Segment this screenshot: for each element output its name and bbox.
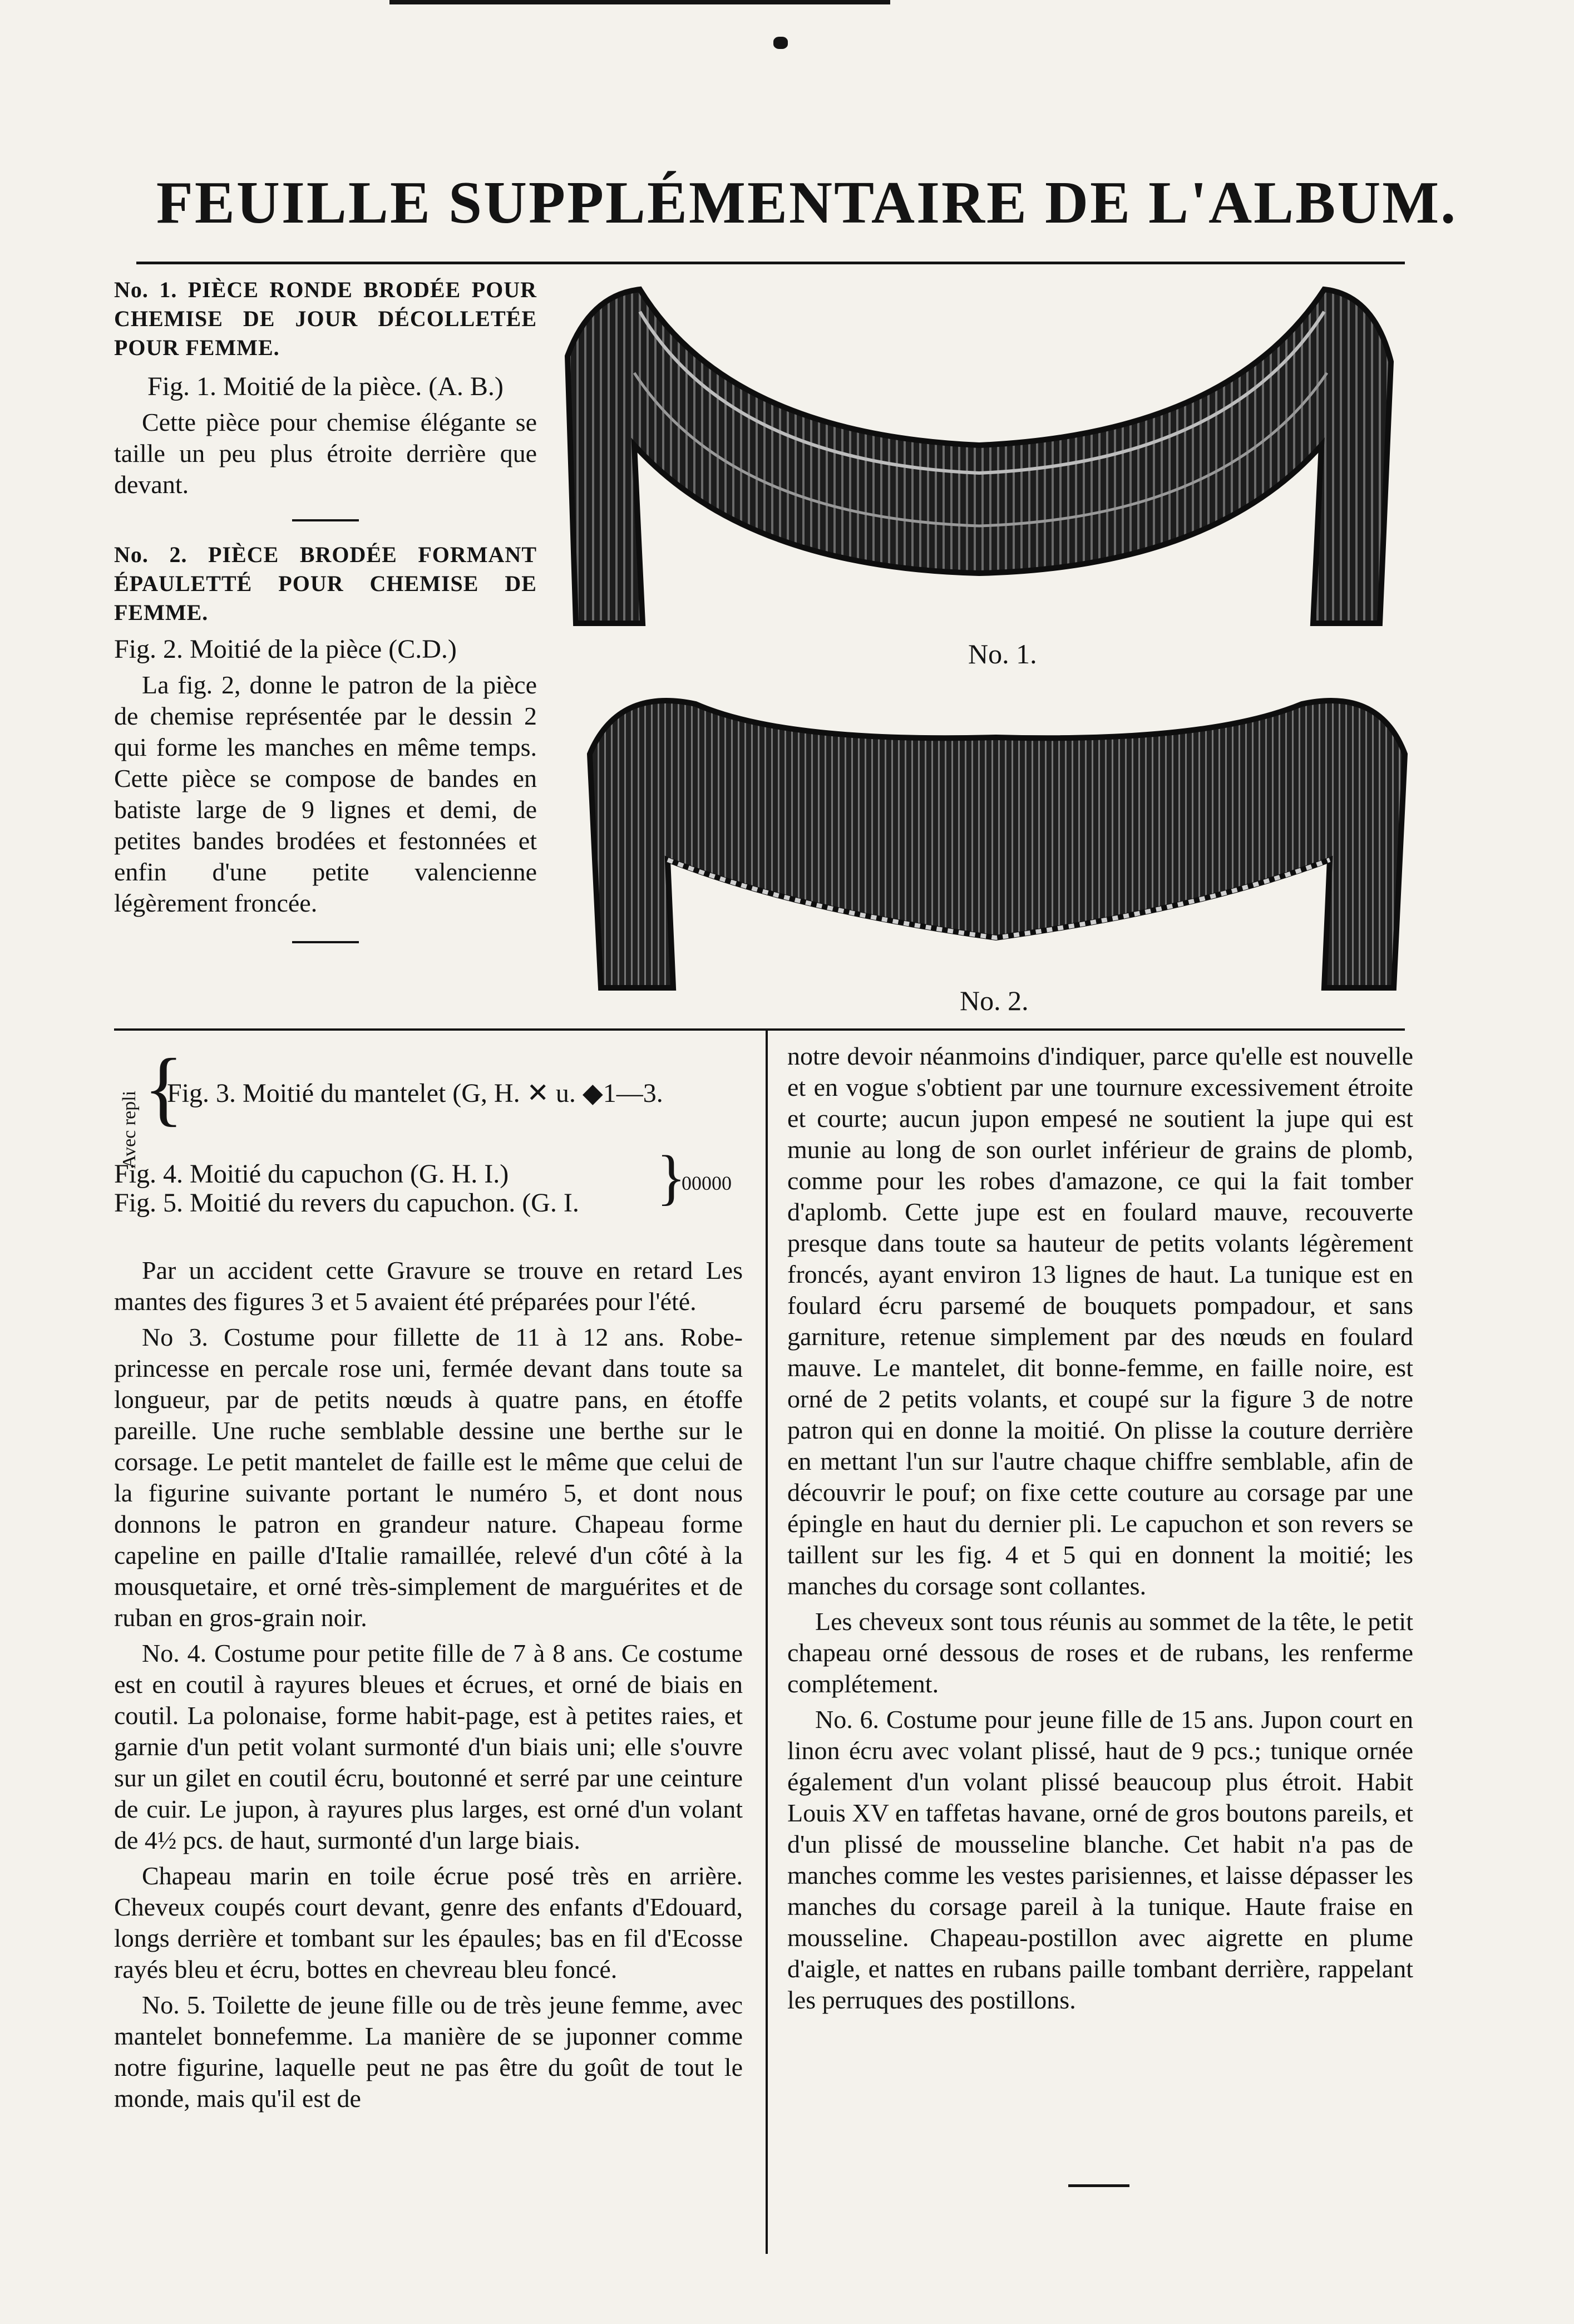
item1-fig: Fig. 1. Moitié de la pièce. (A. B.) [147, 372, 504, 401]
ink-dot [773, 37, 788, 49]
item2-fig: Fig. 2. Moitié de la pièce (C.D.) [114, 634, 457, 664]
top-rule-mark [389, 0, 890, 4]
page-title: FEUILLE SUPPLÉMENTAIRE DE L'ALBUM. [156, 170, 1458, 236]
mark-text: 00000 [682, 1172, 732, 1194]
figure-label-no2: No. 2. [960, 985, 1029, 1016]
column-section-rule [114, 1028, 1405, 1031]
embroidery-illustration-2 [584, 676, 1413, 999]
fig4-text: Fig. 4. Moitié du capuchon (G. H. I.) [114, 1159, 509, 1189]
right-para-1: notre devoir néanmoins d'indiquer, parce qu'elle est nouvelle et en vogue s'obtient par une tournure excessivement étroite et courte; aucun jupon empesé ne soutient la jupe qui est munie au long de son ourlet inférieur de grains de plomb, comme pour les robes d'amazone, ce qui la fait tomber d'aplomb. Cette jupe est en foulard mauve, recouverte presque dans toute sa hauteur de petits volants légèrement froncés, ayant environ 13 lignes de haut. La tunique est en foulard écru parsemé de bouquets pompadour, et sans garniture, retenue simplement par des nœuds en foulard mauve. Le mantelet, dit bonne-femme, en faille noire, est orné de 2 petits volants, et coupé sur la figure 3 de notre patron qui en donne la moitié. On plisse la couture derrière en mettant l'un sur l'autre chaque chiffre semblable, afin de découvrir le pouf; on fixe cette couture au corsage par une épingle en haut du dernier pli. Le capuchon et son revers se taillent sur les fig. 4 et 5 qui en donnent la moitié; les manches du corsage sont collantes. [787, 1042, 1413, 1600]
column-divider [766, 1030, 768, 2254]
item1-heading: No. 1. PIÈCE RONDE BRODÉE POUR CHEMISE DE JOUR DÉCOLLETÉE POUR FEMME. [114, 277, 537, 360]
side-note: Avec repli [119, 1090, 140, 1169]
separator-1 [292, 519, 359, 521]
item1-text: Cette pièce pour chemise élégante se taille un peu plus étroite derrière que devant. [114, 408, 537, 499]
brace-left: { [144, 1042, 184, 1134]
brace-right: } [657, 1143, 686, 1211]
figure-label-no1: No. 1. [968, 638, 1037, 669]
left-column [114, 1255, 743, 2119]
embroidery-illustration-1 [545, 278, 1413, 634]
item2-text: La fig. 2, donne le patron de la pièce de chemise représentée par le dessin 2 qui forme les manches en même temps. Cette pièce se compose de bandes en batiste large de 9 lignes et demi, de petites bandes brodées et festonnées et enfin d'une petite valencienne légèrement froncée. [114, 671, 537, 917]
separator-2 [292, 941, 359, 943]
right-para-2: Les cheveux sont tous réunis au sommet de la tête, le petit chapeau orné dessous de roses et de rubans, les renferme complétement. [787, 1607, 1413, 1698]
title-rule [136, 262, 1405, 264]
end-rule [1068, 2184, 1129, 2187]
left-para-5: No. 5. Toilette de jeune fille ou de très jeune femme, avec mantelet bonnefemme. La manière de se juponner comme notre figurine, laquelle peut ne pas être du goût de tout le monde, mais qu'il est de [114, 1991, 743, 2113]
left-para-3: No. 4. Costume pour petite fille de 7 à 8 ans. Ce costume est en coutil à rayures bleues et écrues, et orné de biais en coutil. La polonaise, forme habit-page, est à petites raies, et garnie d'un petit volant surmonté d'un biais uni; elle s'ouvre sur un gilet en coutil écru, boutonné et serré par une ceinture de cuir. Le jupon, à rayures plus larges, est orné d'un volant de 4½ pcs. de haut, surmonté d'un large biais. [114, 1639, 743, 1854]
left-para-4: Chapeau marin en toile écrue posé très en arrière. Cheveux coupés court devant, genre des enfants d'Edouard, longs derrière et tombant sur les épaules; bas en fil d'Ecosse rayés bleu et écru, bottes en chevreau bleu foncé. [114, 1862, 743, 1983]
right-column [787, 1041, 1413, 2020]
left-para-1: Par un accident cette Gravure se trouve en retard Les mantes des figures 3 et 5 avaient été préparées pour l'été. [114, 1256, 743, 1316]
fig3-text: Fig. 3. Moitié du mantelet (G, H. ✕ u. ◆1—3. [167, 1079, 663, 1108]
right-para-3: No. 6. Costume pour jeune fille de 15 ans. Jupon court en linon écru avec volant plissé, haut de 9 pcs.; tunique ornée également d'un volant plissé beaucoup plus étroit. Habit Louis XV en taffetas havane, orné de gros boutons pareils, et d'un plissé de mousseline blanche. Cet habit n'a pas de manches comme les vestes parisiennes, et laisse dépasser les manches du corsage pareil à la tunique. Haute fraise en mousseline. Chapeau-postillon avec aigrette en plume d'aigle, et nattes en rubans paille tombant derrière, rappelant les perruques des postillons. [787, 1705, 1413, 2014]
item2-heading: No. 2. PIÈCE BRODÉE FORMANT ÉPAULETTÉ POUR CHEMISE DE FEMME. [114, 542, 537, 625]
left-para-2: No 3. Costume pour fillette de 11 à 12 ans. Robe-princesse en percale rose uni, fermée devant dans toute sa longueur, par de petits nœuds à quatre pans, en étoffe pareille. Une ruche semblable dessine une berthe sur le corsage. Le petit mantelet de faille est le même que celui de la figurine suivante portant le numéro 5, et dont nous donnons le patron en grandeur nature. Chapeau forme capeline en paille d'Italie ramaillée, relevé d'un côté à la mousquetaire, et orné très-simplement de marguérites et de ruban en gros-grain noir. [114, 1323, 743, 1632]
item1-block [114, 275, 537, 962]
fig5-text: Fig. 5. Moitié du revers du capuchon. (G. I. [114, 1188, 579, 1218]
